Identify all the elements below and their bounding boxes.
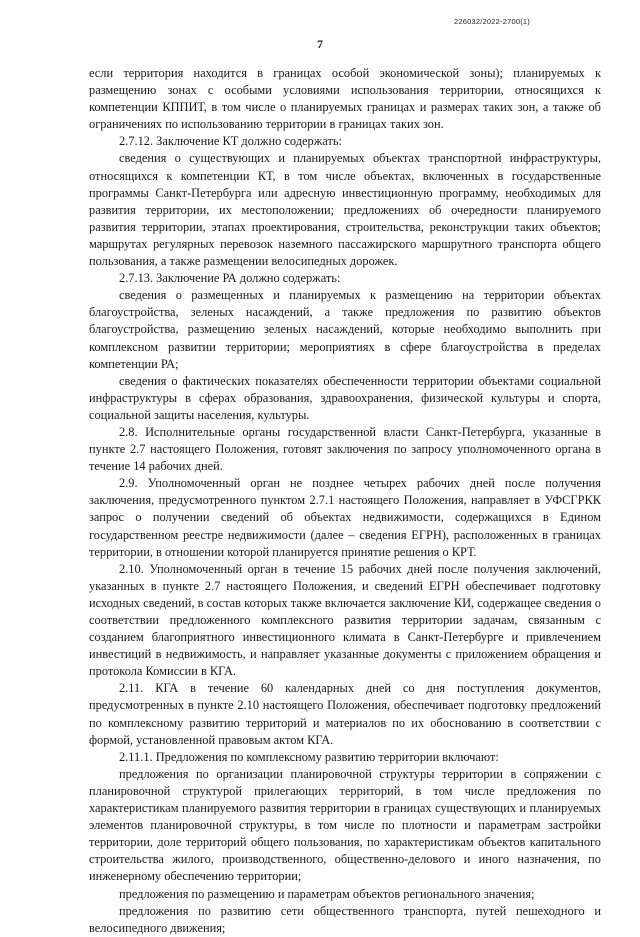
paragraph-2-7-13-heading: 2.7.13. Заключение РА должно содержать: <box>119 271 341 286</box>
paragraph-proposal-regional-objects: предложения по размещению и параметрам объектов регионального значения; <box>119 886 535 901</box>
paragraph-ra-content-2: сведения о фактических показателях обеспеченности территории объектами социальной инфраструктуры в сферах образования, здравоохранения, физической культуры и спорта, социальной защиты населения, культуры. <box>89 373 601 422</box>
page-number: 7 <box>317 37 323 51</box>
paragraph-proposal-transport: предложения по развитию сети общественного транспорта, путей пешеходного и велосипедного движения; <box>89 903 601 935</box>
paragraph-2-9: 2.9. Уполномоченный орган не позднее четырех рабочих дней после получения заключения, предусмотренного пунктом 2.7.1 настоящего Положения, направляет в УФСГРКК запрос о получении сведений об объектах недвижимости, содержащихся в Едином государственном реестре недвижимости (далее – сведения ЕГРН), расположенных в границах территории, в отношении которой планируется принятие решения о КРТ. <box>89 476 601 559</box>
paragraph-2-7-12-heading: 2.7.12. Заключение КТ должно содержать: <box>119 134 342 149</box>
paragraph-2-11-1: 2.11.1. Предложения по комплексному развитию территории включают: <box>119 749 499 764</box>
paragraph-kt-content: сведения о существующих и планируемых объектах транспортной инфраструктуры, относящихся к компетенции КТ, в том числе объектах, включенных в государственные программы Санкт-Петербурга или адресную инвестиционную программу, необходимых для развития территории, их местоположении; предложениях об очередности планируемого развития территории, этапах проектирования, строительства, реконструкции таких объектов; маршрутах регулярных перевозок наземного пассажирского маршрутного транспорта общего пользования, а также размещении велосипедных дорожек. <box>89 151 601 269</box>
paragraph-proposal-planning: предложения по организации планировочной структуры территории в сопряжении с планировочной структурой прилегающих территорий, в том числе предложения по характеристикам планируемого развития территории в границах существующих и планируемых элементов планировочной структуры, в том числе по плотности и параметрам застройки территории, доле территорий общего пользования, по характеристикам объектов капитального строительства жилого, производственного, общественно-делового и иного назначения, по инженерному обеспечению территории; <box>89 766 601 884</box>
document-body <box>89 65 601 937</box>
paragraph-2-11: 2.11. КГА в течение 60 календарных дней со дня поступления документов, предусмотренных в пункте 2.10 настоящего Положения, обеспечивает подготовку предложений по комплексному развитию территорий и материалов по их обоснованию в соответствии с формой, установленной правовым актом КГА. <box>89 681 601 747</box>
paragraph-continuation: если территория находится в границах особой экономической зоны); планируемых к размещению зонах с особыми условиями использования территории, относящихся к компетенции КППИТ, в том числе о планируемых границах и размерах таких зон, а также об ограничениях по использованию территории в границах таких зон. <box>89 66 601 132</box>
paragraph-2-8: 2.8. Исполнительные органы государственной власти Санкт-Петербурга, указанные в пункте 2.7 настоящего Положения, готовят заключения по запросу уполномоченного органа в течение 14 рабочих дней. <box>89 424 601 474</box>
document-registration-number: 226032/2022-2700(1) <box>454 17 530 26</box>
paragraph-ra-content-1: сведения о размещенных и планируемых к размещению на территории объектах благоустройства, зеленых насаждений, а также предложения по развитию объектов благоустройства, размещению зеленых насаждений, которые необходимо выполнить при комплексном развитии территории; мероприятиях в сфере благоустройства в пределах компетенции РА; <box>89 288 601 371</box>
paragraph-2-10: 2.10. Уполномоченный орган в течение 15 рабочих дней после получения заключений, указанных в пункте 2.7 настоящего Положения, и сведений ЕГРН обеспечивает подготовку исходных сведений, в состав которых также включается заключение КИ, содержащее сведения о соответствии предложенного комплексного развития территории задачам, связанным с созданием благоприятного инвестиционного климата в Санкт-Петербурге и привлечением инвестиций в недвижимость, и направляет указанные документы с приложением обращения и протокола Комиссии в КГА. <box>89 561 601 679</box>
